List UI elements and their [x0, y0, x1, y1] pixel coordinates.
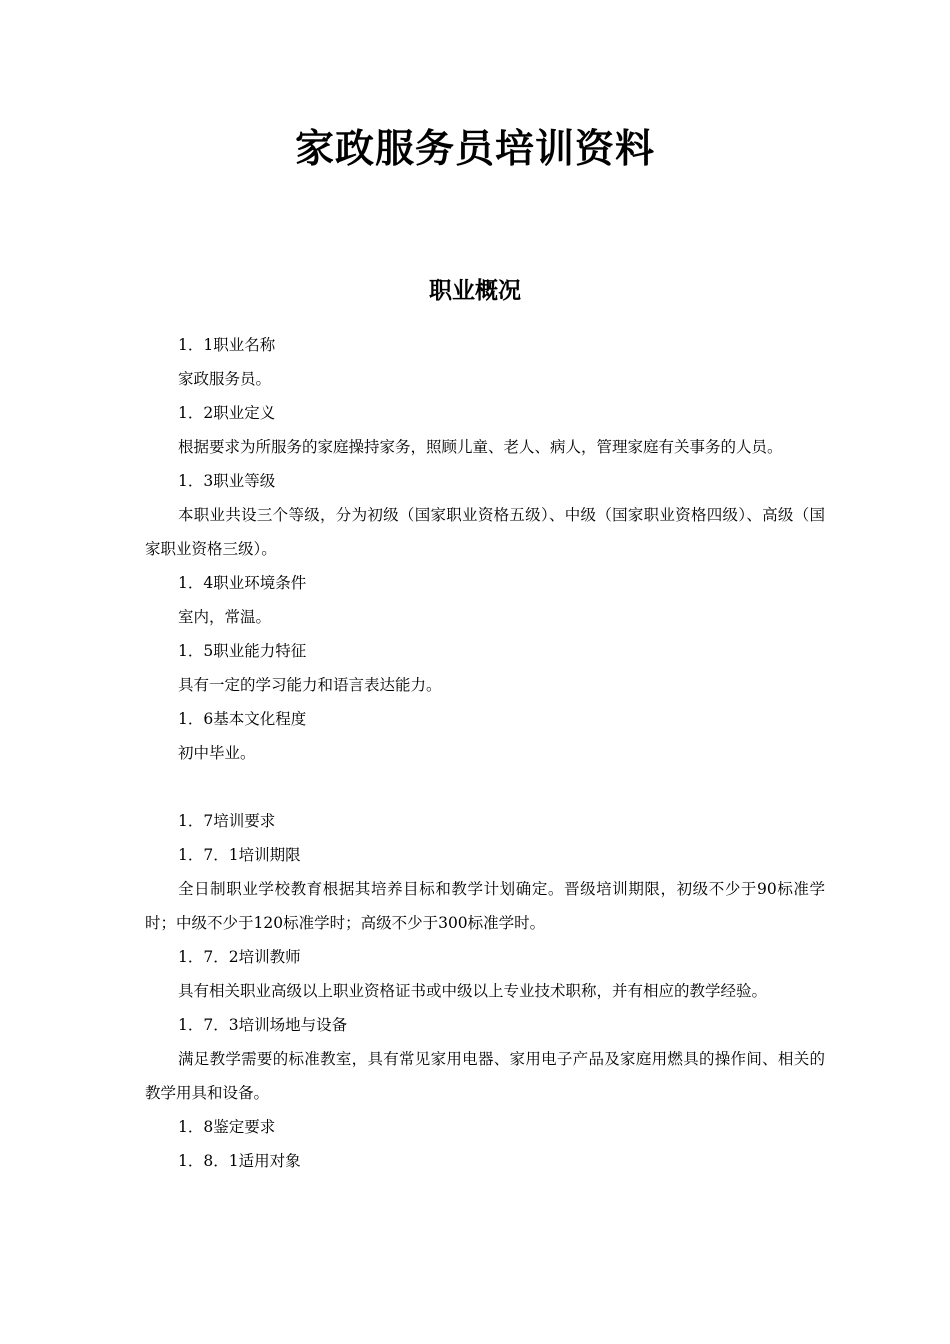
paragraph-work-environment: 室内，常温。	[178, 608, 272, 626]
heading-occupation-name: 1．1职业名称	[178, 336, 276, 354]
paragraph-training-period: 全日制职业学校教育根据其培养目标和教学计划确定。晋级培训期限，初级不少于90标准学时；中级不少于120标准学时；高级不少于300标准学时。	[145, 880, 825, 932]
heading-training-teachers: 1．7．2培训教师	[178, 948, 301, 966]
document-title: 家政服务员培训资料	[294, 127, 655, 172]
heading-applicable-candidates: 1．8．1适用对象	[178, 1152, 301, 1170]
paragraph-education-level: 初中毕业。	[178, 744, 256, 762]
heading-education-level: 1．6基本文化程度	[178, 710, 307, 728]
paragraph-training-teachers: 具有相关职业高级以上职业资格证书或中级以上专业技术职称，并有相应的教学经验。	[178, 982, 768, 1000]
paragraph-training-venue: 满足教学需要的标准教室，具有常见家用电器、家用电子产品及家庭用燃具的操作间、相关的教学用具和设备。	[145, 1050, 825, 1102]
heading-occupation-levels: 1．3职业等级	[178, 472, 276, 490]
heading-training-requirements: 1．7培训要求	[178, 812, 276, 830]
paragraph-occupation-name: 家政服务员。	[178, 370, 272, 388]
document-body	[145, 328, 825, 1178]
paragraph-ability-traits: 具有一定的学习能力和语言表达能力。	[178, 676, 442, 694]
heading-training-period: 1．7．1培训期限	[178, 846, 301, 864]
heading-assessment-requirements: 1．8鉴定要求	[178, 1118, 276, 1136]
heading-work-environment: 1．4职业环境条件	[178, 574, 307, 592]
heading-ability-traits: 1．5职业能力特征	[178, 642, 307, 660]
paragraph-occupation-levels: 本职业共设三个等级，分为初级（国家职业资格五级）、中级（国家职业资格四级）、高级（国家职业资格三级）。	[145, 506, 825, 558]
blank-line	[145, 770, 825, 804]
section-title: 职业概况	[429, 278, 521, 304]
heading-occupation-definition: 1．2职业定义	[178, 404, 276, 422]
heading-training-venue: 1．7．3培训场地与设备	[178, 1016, 348, 1034]
paragraph-occupation-definition: 根据要求为所服务的家庭操持家务，照顾儿童、老人、病人，管理家庭有关事务的人员。	[178, 438, 783, 456]
